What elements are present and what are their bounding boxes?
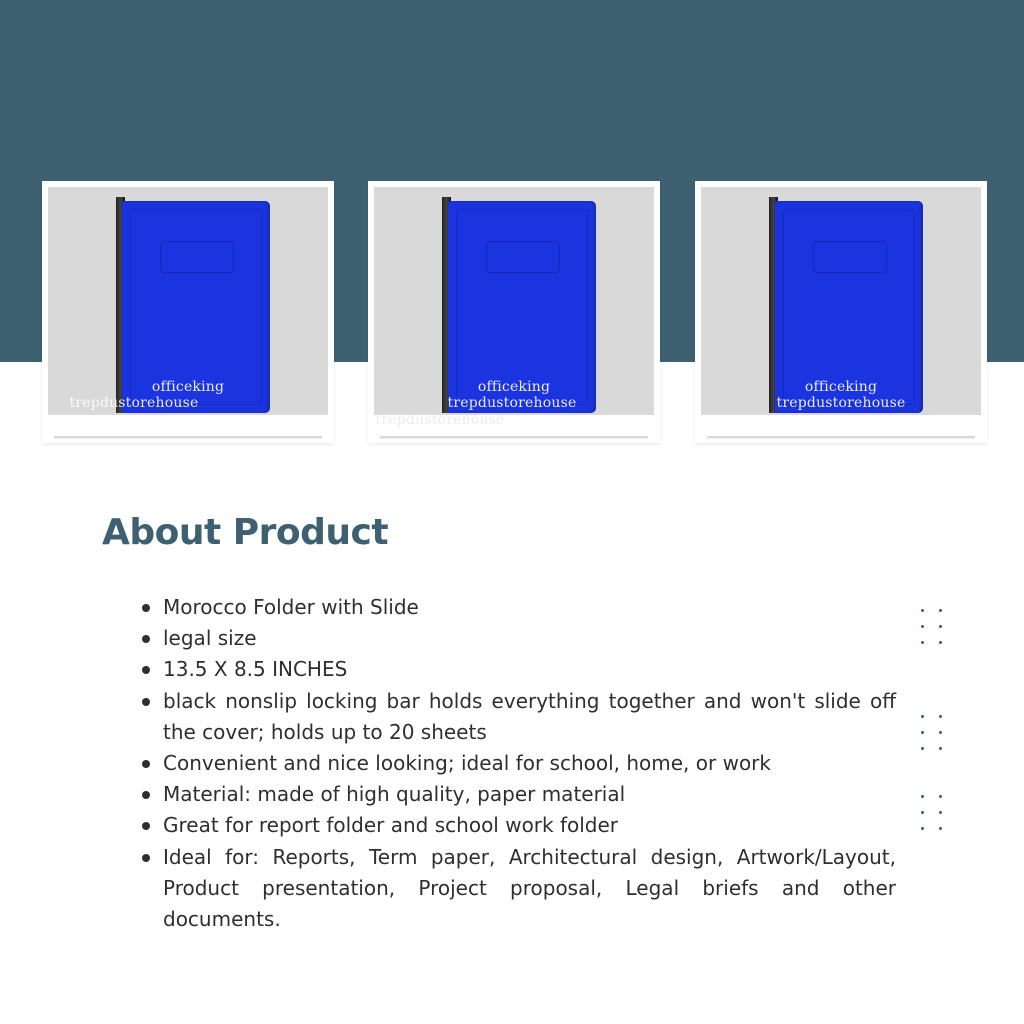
photo-shadow (54, 436, 322, 439)
watermark-text: trepdustorehouse (375, 412, 505, 428)
folder-embossed-frame (783, 209, 915, 405)
watermark-text: trepdustorehouse (776, 395, 906, 411)
dot-grid-icon (921, 795, 941, 831)
product-photo-2 (368, 181, 660, 443)
dot-grid-icon (921, 609, 941, 645)
feature-item: black nonslip locking bar holds everything together and won't slide off the cover; holds up to 20 sheets (140, 686, 896, 748)
feature-item: Ideal for: Reports, Term paper, Architectural design, Artwork/Layout, Product presentation, Project proposal, Legal briefs and other documents. (140, 842, 896, 936)
watermark-text: officeking (151, 379, 225, 395)
feature-item: Great for report folder and school work folder (140, 810, 896, 841)
product-photo-3 (695, 181, 987, 443)
folder-label-window (486, 241, 560, 273)
watermark-text: trepdustorehouse (447, 395, 577, 411)
watermark-text: officeking (477, 379, 551, 395)
folder-embossed-frame (456, 209, 588, 405)
feature-list (140, 592, 896, 935)
watermark-text: officeking (804, 379, 878, 395)
photo-shadow (707, 436, 975, 439)
feature-item: legal size (140, 623, 896, 654)
product-photo-1 (42, 181, 334, 443)
folder-label-window (160, 241, 234, 273)
watermark-text: trepdustorehouse (69, 395, 199, 411)
feature-item: 13.5 X 8.5 INCHES (140, 654, 896, 685)
folder-embossed-frame (130, 209, 262, 405)
feature-item: Morocco Folder with Slide (140, 592, 896, 623)
folder-label-window (813, 241, 887, 273)
feature-item: Material: made of high quality, paper material (140, 779, 896, 810)
feature-item: Convenient and nice looking; ideal for school, home, or work (140, 748, 896, 779)
dot-grid-icon (921, 715, 941, 751)
photo-shadow (380, 436, 648, 439)
section-title: About Product (102, 512, 389, 553)
